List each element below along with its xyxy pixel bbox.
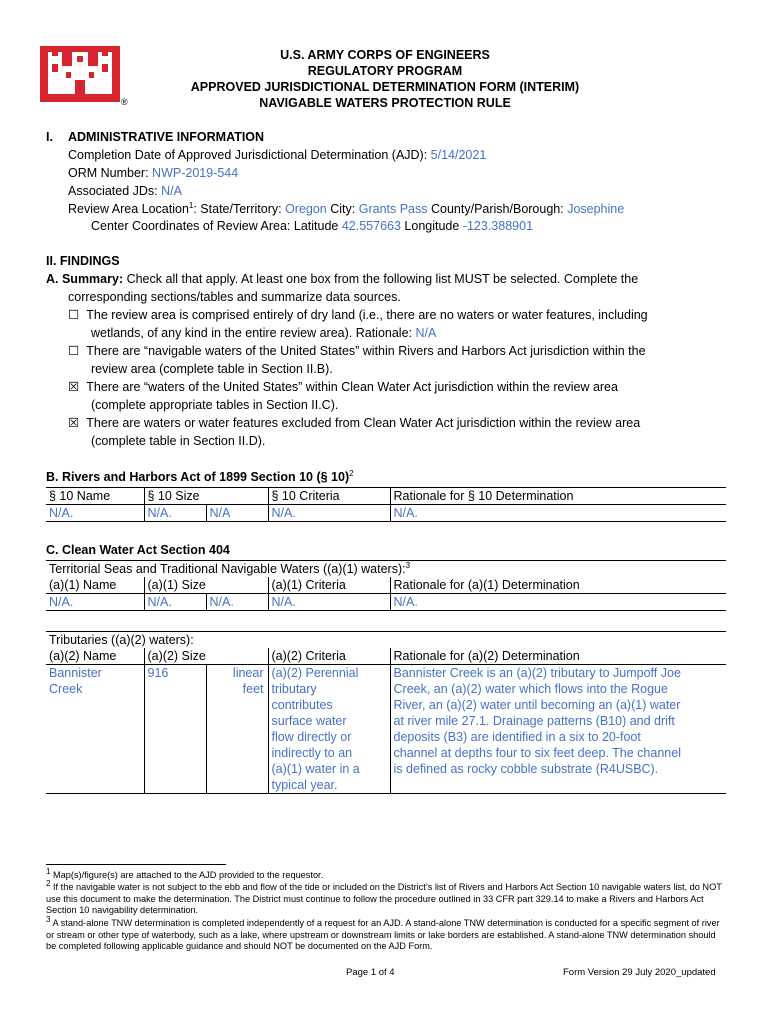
table-header: § 10 Criteria bbox=[268, 488, 390, 505]
table-header: (a)(2) Criteria bbox=[268, 648, 390, 665]
registered-mark: ® bbox=[121, 97, 128, 107]
completion-date-line: Completion Date of Approved Jurisdictional Determination (AJD): 5/14/2021 bbox=[68, 148, 487, 162]
check-dry-land[interactable]: ☐ The review area is comprised entirely of dry land (i.e., there are no waters or water features, including bbox=[68, 308, 648, 322]
check-excluded-waters[interactable]: ☒ There are waters or water features excluded from Clean Water Act jurisdiction within the review area bbox=[68, 416, 641, 430]
section-b-title: B. Rivers and Harbors Act of 1899 Section 10 (§ 10)$^2$ bbox=[46, 468, 354, 484]
completion-date-value: 5/14/2021 bbox=[430, 148, 487, 162]
checkbox-unchecked-icon: ☐ bbox=[68, 308, 80, 322]
page-number: Page 1 of 4 bbox=[346, 967, 395, 978]
section1-title: ADMINISTRATIVE INFORMATION bbox=[68, 130, 265, 144]
table-header: (a)(1) Name bbox=[49, 578, 117, 592]
city-value: Grants Pass bbox=[358, 202, 428, 216]
summary-line: A. Summary: Check all that apply. At least one box from the following list MUST be selected. Complete the bbox=[46, 272, 639, 286]
checkbox-checked-icon: ☒ bbox=[68, 416, 80, 430]
rha-section10-table bbox=[46, 487, 726, 522]
form-title: APPROVED JURISDICTIONAL DETERMINATION FORM (INTERIM) bbox=[190, 80, 580, 94]
table-header: (a)(2) Name bbox=[49, 649, 117, 663]
table-header: (a)(1) Criteria bbox=[268, 577, 390, 594]
a2-waters-table bbox=[46, 631, 726, 794]
state-value: Oregon bbox=[285, 202, 327, 216]
table-caption: Territorial Seas and Traditional Navigable Waters ((a)(1) waters):$^3$ bbox=[49, 560, 411, 576]
check-waters-us[interactable]: ☒ There are “waters of the United States” within Clean Water Act jurisdiction within the review area bbox=[68, 380, 618, 394]
check-dry-land-line2: wetlands, of any kind in the entire review area). Rationale: N/A bbox=[91, 326, 437, 340]
form-program-title: REGULATORY PROGRAM bbox=[307, 64, 463, 78]
table-row: N/A. N/A. N/A. N/A. N/A. bbox=[46, 594, 726, 611]
check-excluded-waters-line2: (complete table in Section II.D). bbox=[91, 434, 266, 448]
longitude-value: -123.388901 bbox=[462, 219, 534, 233]
table-row: Bannister Creek 916 linear feet (a)(2) Perennial tributary contributes surface water flow directly or indirectly to an (a)(1) water in a typical year. Bannister Creek is an (a)(2) tributary to Jumpoff Joe Creek, an (a)(2) water which flows into the Rogue River, an (a)(2) water until becoming an (a)(1) water at river mile 27.1. Drainage patterns (B10) and drift deposits (B3) are identified in a six to 20-foot channel at depths four to six feet deep. The channel is defined as rocky cobble substrate (R4USBC). bbox=[46, 665, 726, 794]
table-header: Rationale for (a)(1) Determination bbox=[390, 577, 726, 594]
section2-title: II. FINDINGS bbox=[46, 254, 120, 268]
footnote-2: $^2$ If the navigable water is not subject to the ebb and flow of the tide or included on the District’s list of Rivers and Harbors Act Section 10 navigable waters list, do NOT use this document to make the determination. The District must continue to follow the procedure outlined in 33 CFR part 329.14 to make a Rivers and Harbors Act Section 10 navigability determination. bbox=[46, 878, 722, 916]
form-version: Form Version 29 July 2020_updated bbox=[563, 967, 716, 978]
table-header: § 10 Name bbox=[49, 489, 111, 503]
table-header: Rationale for § 10 Determination bbox=[390, 488, 726, 505]
table-header: (a)(1) Size bbox=[144, 577, 268, 594]
check-navigable-waters[interactable]: ☐ There are “navigable waters of the United States” within Rivers and Harbors Act jurisdiction within the bbox=[68, 344, 646, 358]
footnote-divider bbox=[46, 864, 226, 865]
table-header: (a)(2) Size bbox=[144, 648, 268, 665]
orm-number-value: NWP-2019-544 bbox=[152, 166, 239, 180]
section-c-title: C. Clean Water Act Section 404 bbox=[46, 543, 230, 557]
summary-line-2: corresponding sections/tables and summarize data sources. bbox=[68, 290, 401, 304]
associated-jds-line: Associated JDs: N/A bbox=[68, 184, 182, 198]
table-caption: Tributaries ((a)(2) waters): bbox=[49, 633, 194, 647]
checkbox-unchecked-icon: ☐ bbox=[68, 344, 80, 358]
table-row: N/A. N/A. N/A N/A. N/A. bbox=[46, 505, 726, 522]
check-navigable-waters-line2: review area (complete table in Section II.B). bbox=[91, 362, 333, 376]
review-area-location-line: Review Area Location$^1$: State/Territory: Oregon City: Grants Pass County/Parish/Borough: Josephine bbox=[68, 200, 625, 216]
check-waters-us-line2: (complete appropriate tables in Section II.C). bbox=[91, 398, 339, 412]
footnote-1: $^1$ Map(s)/figure(s) are attached to the AJD provided to the requestor. bbox=[46, 866, 324, 880]
footnote-3: $^3$ A stand-alone TNW determination is completed independently of a request for an AJD. A stand-alone TNW determination is conducted for a specific segment of river or stream or other type of waterbody, such as a lake, where upstream or downstream limits or lake borders are established. A stand-alone TNW determination should be completed following applicable guidance and should NOT be documented on the AJD Form. bbox=[46, 914, 720, 952]
county-value: Josephine bbox=[567, 202, 625, 216]
associated-jds-value: N/A bbox=[161, 184, 182, 198]
checkbox-checked-icon: ☒ bbox=[68, 380, 80, 394]
form-rule-title: NAVIGABLE WATERS PROTECTION RULE bbox=[259, 96, 511, 110]
latitude-value: 42.557663 bbox=[341, 219, 401, 233]
section1-numeral: I. bbox=[46, 130, 53, 144]
orm-number-line: ORM Number: NWP-2019-544 bbox=[68, 166, 239, 180]
table-header: Rationale for (a)(2) Determination bbox=[390, 648, 726, 665]
form-agency-title: U.S. ARMY CORPS OF ENGINEERS bbox=[280, 48, 490, 62]
table-header: § 10 Size bbox=[144, 488, 268, 505]
a1-waters-table bbox=[46, 560, 726, 611]
center-coordinates-line: Center Coordinates of Review Area: Latitude 42.557663 Longitude -123.388901 bbox=[91, 219, 534, 233]
